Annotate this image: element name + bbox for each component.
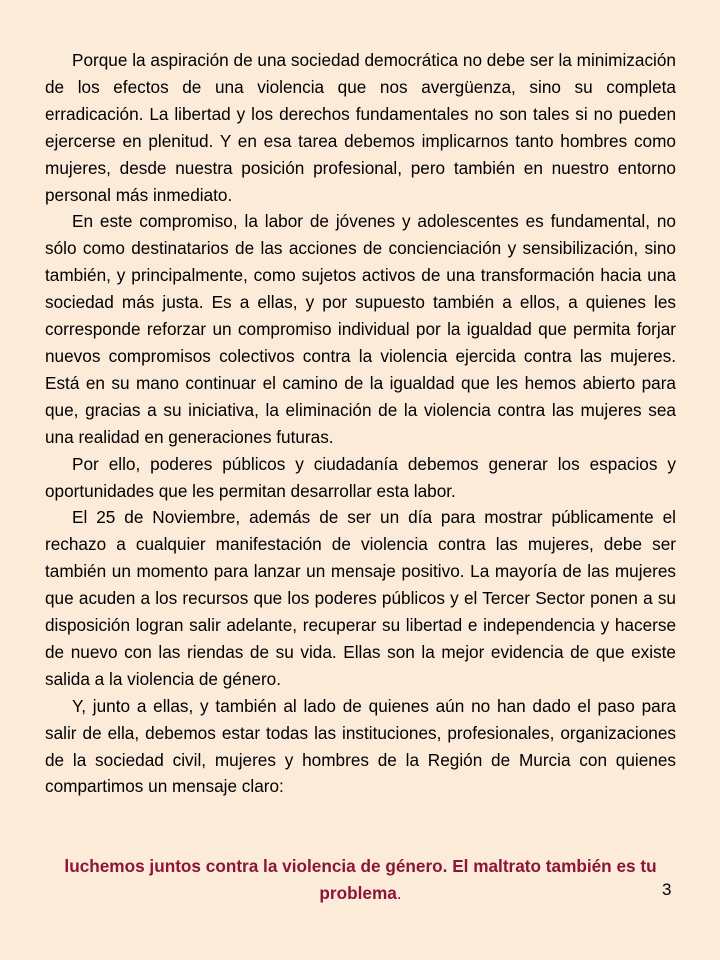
paragraph: Y, junto a ellas, y también al lado de quienes aún no han dado el paso para salir de ella, debemos estar todas las instituciones, profesionales, organizaciones de la sociedad civil, mujeres y hombres de la Región de Murcia con quienes compartimos un mensaje claro: [45, 695, 676, 797]
closing-slogan [45, 853, 676, 907]
paragraph: El 25 de Noviembre, además de ser un día para mostrar públicamente el rechazo a cualquier manifestación de violencia contra las mujeres, debe ser también un momento para lanzar un mensaje positivo. La mayoría de las mujeres que acuden a los recursos que los poderes públicos y el Tercer Sector ponen a su disposición logran salir adelante, recuperar su libertad e independencia y hacerse de nuevo con las riendas de su vida. Ellas son la mejor evidencia de que existe salida a la violencia de género. [45, 507, 676, 689]
paragraph: Porque la aspiración de una sociedad democrática no debe ser la minimización de los efectos de una violencia que nos avergüenza, sino su completa erradicación. La libertad y los derechos fundamentales no son tales si no pueden ejercerse en plenitud. Y en esa tarea debemos implicarnos tanto hombres como mujeres, desde nuestra posición profesional, pero también en nuestro entorno personal más inmediato. [45, 50, 676, 205]
closing-slogan-period: . [396, 882, 402, 903]
paragraph: En este compromiso, la labor de jóvenes y adolescentes es fundamental, no sólo como destinatarios de las acciones de concienciación y sensibilización, sino también, y principalmente, como sujetos activos de una transformación hacia una sociedad más justa. Es a ellas, y por supuesto también a ellos, a quienes les corresponde reforzar un compromiso individual por la igualdad que permita forjar nuevos compromisos colectivos contra la violencia ejercida contra las mujeres. Está en su mano continuar el camino de la igualdad que les hemos abierto para que, gracias a su iniciativa, la eliminación de la violencia contra las mujeres sea una realidad en generaciones futuras. [45, 211, 676, 447]
document-body [45, 47, 676, 800]
paragraph: Por ello, poderes públicos y ciudadanía debemos generar los espacios y oportunidades que les permitan desarrollar esta labor. [45, 453, 676, 501]
page-number: 3 [662, 880, 672, 899]
closing-slogan-text: luchemos juntos contra la violencia de género. El maltrato también es tu problema [64, 856, 657, 903]
